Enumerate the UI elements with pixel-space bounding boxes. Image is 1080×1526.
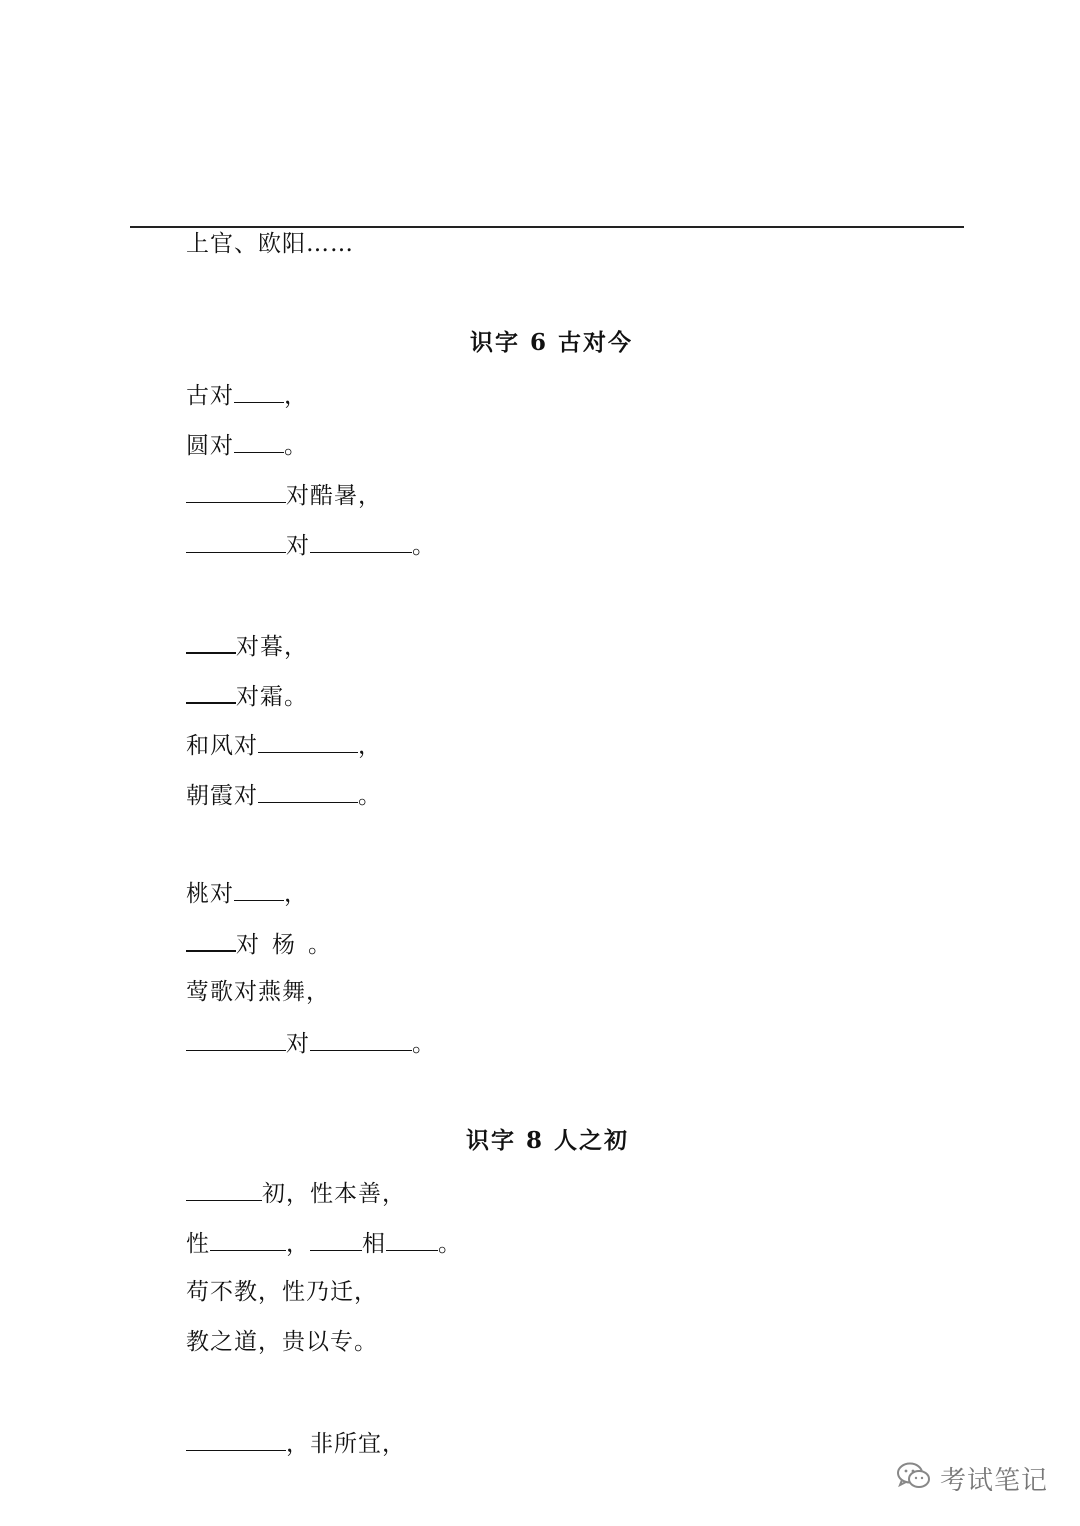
poem-line: 桃对 ， xyxy=(186,876,308,908)
wechat-icon xyxy=(896,1461,932,1495)
poem-line: 对 。 xyxy=(186,1026,436,1058)
fill-blank[interactable] xyxy=(186,478,286,503)
fill-blank[interactable] xyxy=(186,678,236,704)
fill-blank[interactable] xyxy=(258,778,358,803)
fill-blank[interactable] xyxy=(310,1226,362,1251)
fill-blank[interactable] xyxy=(186,1026,286,1051)
fill-blank[interactable] xyxy=(186,628,236,654)
fill-blank[interactable] xyxy=(234,428,284,453)
watermark-text: 考试笔记 xyxy=(940,1465,1049,1496)
poem-line: 初，性本善， xyxy=(186,1176,406,1208)
fill-blank[interactable] xyxy=(310,528,412,553)
watermark xyxy=(896,1458,1048,1498)
fill-blank[interactable] xyxy=(310,1026,412,1051)
poem-line: 对酷暑， xyxy=(186,478,382,510)
fill-blank[interactable] xyxy=(258,728,358,753)
poem-line: 朝霞对 。 xyxy=(186,778,382,810)
poem-line: 和风对 ， xyxy=(186,728,382,760)
poem-line: 性 ， 相 。 xyxy=(186,1226,462,1258)
fill-blank[interactable] xyxy=(386,1226,438,1251)
poem-line: 苟不教，性乃迁， xyxy=(186,1279,378,1305)
poem-line: 莺歌对燕舞， xyxy=(186,979,330,1005)
fill-blank[interactable] xyxy=(186,1426,286,1451)
poem-line: 对霜。 xyxy=(186,678,308,710)
section-6-title: 识字 6 古对今 xyxy=(470,329,634,356)
fill-blank[interactable] xyxy=(186,926,236,952)
fill-blank[interactable] xyxy=(186,528,286,553)
header-fragment: 上官、欧阳…… xyxy=(186,231,354,257)
section-8-title: 识字 8 人之初 xyxy=(466,1127,630,1154)
fill-blank[interactable] xyxy=(186,1176,262,1201)
poem-line: 对 杨 。 xyxy=(186,926,332,958)
poem-line: 古对 ， xyxy=(186,378,308,410)
fill-blank[interactable] xyxy=(234,378,284,403)
fill-blank[interactable] xyxy=(210,1226,286,1251)
poem-line: 对 。 xyxy=(186,528,436,560)
fill-blank[interactable] xyxy=(234,876,284,901)
poem-line: 教之道，贵以专。 xyxy=(186,1329,378,1355)
poem-line: 圆对 。 xyxy=(186,428,308,460)
poem-line: ，非所宜， xyxy=(186,1426,406,1458)
poem-line: 对暮， xyxy=(186,628,308,660)
